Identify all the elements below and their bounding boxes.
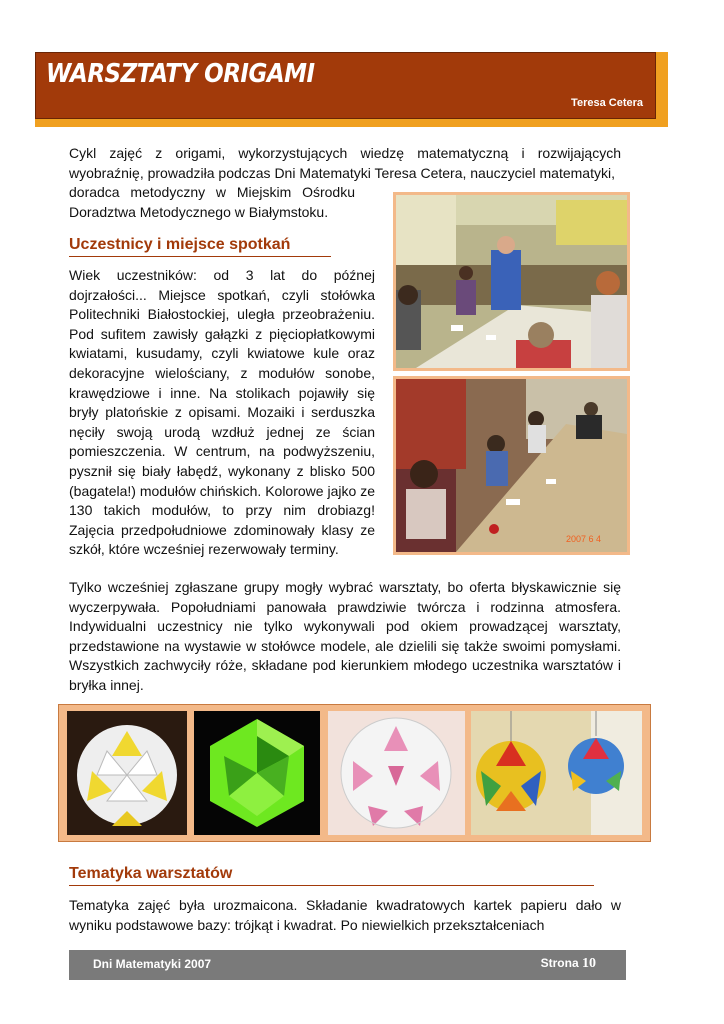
footer-page-number (541, 956, 596, 972)
pink-kusudama-image (328, 711, 465, 835)
intro-paragraph-narrow: doradca metodyczny w Miejskim Ośrodku Doradztwa Metodycznego w Białymstoku. (69, 184, 355, 220)
intro-paragraph-wide: Cykl zajęć z origami, wykorzystujących wiedzę matematyczną i rozwijających wyobraźnię, prowadziła podczas Dni Matematyki Teresa Cetera, nauczyciel matematyki, (69, 145, 621, 181)
gallery-image-white-yellow-kusudama (67, 711, 187, 835)
photo-date-stamp: 2007 6 4 (566, 534, 602, 544)
page-footer (69, 950, 626, 980)
participants-paragraph: Wiek uczestników: od 3 lat do późnej dojrzałości... Miejsce spotkań, czyli stołówka Politechniki Białostockiej, uległa przeobrażeniu. Pod sufitem zawisły gałązki z pięciopłatkowymi kwiatami, kusudamy, czyli kwiatowe kule oraz dekoracyjne wielościany, z modułów sonobe, krawędziowe i inne. Na stolikach pojawiły się bryły platońskie z opisami. Mozaiki i serduszka nęciły swoją urodą wzdłuż jednej ze ścian pomieszczenia. W centrum, na podwyższeniu, pysznił się biały łabędź, wykonany z blisko 500 (bagatela!) modułów chińskich. Kolorowe jajko ze 130 takich modułów, to przy nim drobiazg! Zajęcia przedpołudniowe zdominowały klasy ze szkół, które wcześniej rezerwowały terminy. (69, 267, 375, 558)
footer-page-label: Strona (540, 956, 579, 970)
photo-workshop-room (396, 195, 627, 368)
gallery-image-pink-kusudama (328, 711, 465, 835)
topics-paragraph: Tematyka zajęć była urozmaicona. Składanie kwadratowych kartek papieru dało w wyniku podstawowe bazy: trójkąt i kwadrat. Po niewielkich przekształceniach (69, 897, 621, 933)
photo-children-tables-frame (393, 376, 630, 555)
green-polyhedron-image (194, 711, 320, 835)
origami-gallery (58, 704, 651, 842)
footer-page-value: 10 (582, 956, 596, 971)
article-title: WARSZTATY ORIGAMI (46, 59, 315, 89)
photo-workshop-room-frame (393, 192, 630, 371)
workshop-room-image (396, 195, 627, 368)
participants-paragraph-continued: Tylko wcześniej zgłaszane grupy mogły wybrać warsztaty, bo oferta błyskawicznie się wyczerpywała. Popołudniami panowała prawdziwie twórcza i rodzinna atmosfera. Indywidualni uczestnicy nie tylko wykonywali pod okiem prowadzącej warsztaty, przedstawione na wystawie w stołówce modele, ale dzielili się także swoimi pomysłami. Wszystkich zachwyciły róże, składane pod kierunkiem młodego uczestnika warsztatów i bryłka innej. (69, 579, 621, 693)
header-box (35, 52, 656, 119)
photo-children-tables (396, 379, 627, 552)
gallery-image-green-polyhedron (194, 711, 320, 835)
gallery-image-hanging-flower-balls (471, 711, 642, 835)
section-heading-participants: Uczestnicy i miejsce spotkań (69, 235, 331, 257)
footer-publication: Dni Matematyki 2007 (93, 957, 212, 971)
header-band (35, 52, 668, 127)
white-yellow-kusudama-image (67, 711, 187, 835)
children-tables-image (396, 379, 627, 552)
section-heading-topics: Tematyka warsztatów (69, 864, 594, 886)
hanging-flower-balls-image (471, 711, 642, 835)
article-author: Teresa Cetera (571, 97, 643, 109)
